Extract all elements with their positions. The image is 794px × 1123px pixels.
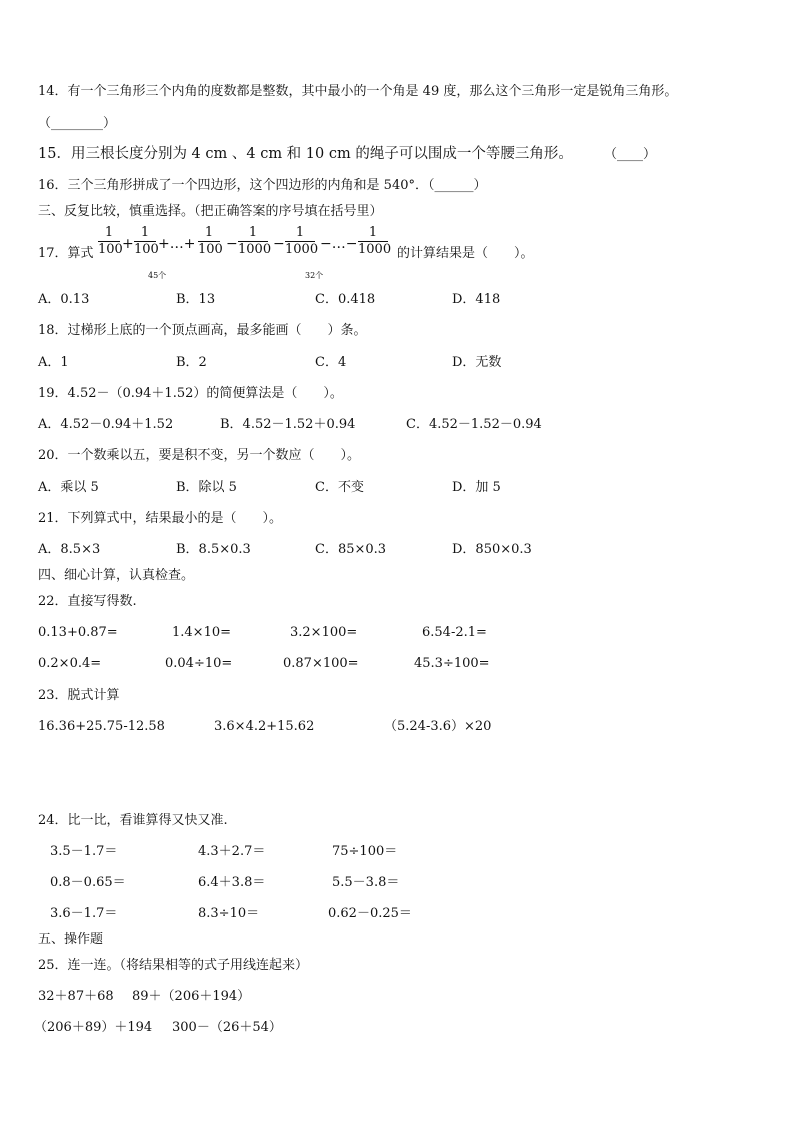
calc-item: 3.2×100= [290,625,358,640]
option-18-b[interactable]: B．2 [176,355,207,370]
fraction-1: 1 100 [98,225,123,257]
section-title-5: 五、操作题 [38,932,104,947]
match-item[interactable]: （206＋89）＋194 [34,1020,153,1035]
calc-item: 16.36+25.75-12.58 [38,719,165,734]
calc-item: 0.87×100= [283,656,359,671]
option-21-b[interactable]: B．8.5×0.3 [176,542,251,557]
option-17-a[interactable]: A．0.13 [38,292,90,307]
calc-item: 1.4×10= [172,625,232,640]
section-title-4: 四、细心计算，认真检查。 [38,568,195,583]
match-item[interactable]: 32＋87＋68 [38,989,114,1004]
calc-item: 6.54-2.1= [422,625,487,640]
calc-item: 4.3＋2.7＝ [198,844,266,859]
count-label-45: 45个 [148,271,167,280]
question-25: 25．连一连。（将结果相等的式子用线连起来） [38,958,309,973]
option-20-c[interactable]: C．不变 [315,480,364,495]
option-18-d[interactable]: D．无数 [452,355,502,370]
fraction-5: 1 1000 [285,225,319,257]
option-20-b[interactable]: B．除以 5 [176,480,237,495]
option-17-c[interactable]: C．0.418 [315,292,376,307]
section-title-3: 三、反复比较，慎重选择。（把正确答案的序号填在括号里） [38,204,383,219]
calc-item: 0.13+0.87= [38,625,118,640]
option-20-a[interactable]: A．乘以 5 [38,480,99,495]
question-22: 22．直接写得数. [38,594,137,609]
calc-item: 3.5－1.7＝ [50,844,118,859]
question-21: 21．下列算式中，结果最小的是（ ）。 [38,511,283,526]
answer-blank-15[interactable]: （____） [604,147,657,162]
option-19-b[interactable]: B．4.52－1.52＋0.94 [220,417,356,432]
option-21-d[interactable]: D．850×0.3 [452,542,532,557]
calc-item: 6.4＋3.8＝ [198,875,266,890]
option-18-c[interactable]: C．4 [315,355,347,370]
calc-item: 0.62－0.25＝ [328,906,412,921]
question-19: 19．4.52－（0.94＋1.52）的简便算法是（ ）。 [38,386,343,401]
calc-item: 3.6×4.2+15.62 [214,719,315,734]
question-20: 20．一个数乘以五，要是积不变，另一个数应（ ）。 [38,448,361,463]
match-item[interactable]: 89＋（206＋194） [132,989,251,1004]
fraction-3: 1 100 [198,225,223,257]
calc-item: 3.6－1.7＝ [50,906,118,921]
option-17-b[interactable]: B．13 [176,292,216,307]
question-17-prefix: 17．算式 [38,246,94,261]
question-24: 24．比一比，看谁算得又快又准. [38,813,228,828]
question-17-suffix: 的计算结果是（ ）。 [397,246,534,261]
calc-item: 45.3÷100= [414,656,490,671]
operator-plus-ellipsis: +…+ [158,236,196,252]
operator-minus: − [226,236,238,252]
calc-item: 8.3÷10＝ [198,906,260,921]
option-17-d[interactable]: D．418 [452,292,501,307]
calc-item: 0.04÷10= [165,656,233,671]
answer-blank-14[interactable]: （________） [38,116,117,131]
option-18-a[interactable]: A．1 [38,355,69,370]
calc-item: （5.24-3.6）×20 [384,719,492,734]
option-20-d[interactable]: D．加 5 [452,480,501,495]
count-label-32: 32个 [305,271,324,280]
question-18: 18．过梯形上底的一个顶点画高，最多能画（ ）条。 [38,323,367,338]
calc-item: 75÷100＝ [332,844,398,859]
question-23: 23．脱式计算 [38,688,120,703]
question-15: 15．用三根长度分别为 4 cm 、4 cm 和 10 cm 的绳子可以围成一个等腰三角形。 [38,146,573,162]
option-19-c[interactable]: C．4.52－1.52－0.94 [406,417,542,432]
match-item[interactable]: 300－（26＋54） [172,1020,282,1035]
calc-item: 0.2×0.4= [38,656,102,671]
fraction-6: 1 1000 [358,225,392,257]
fraction-2: 1 100 [134,225,159,257]
option-21-c[interactable]: C．85×0.3 [315,542,387,557]
question-16: 16．三个三角形拼成了一个四边形，这个四边形的内角和是 540°．（______） [38,178,487,193]
fraction-4: 1 1000 [238,225,272,257]
option-21-a[interactable]: A．8.5×3 [38,542,101,557]
operator-minus: − [273,236,285,252]
operator-plus: + [122,236,134,252]
option-19-a[interactable]: A．4.52－0.94＋1.52 [38,417,174,432]
operator-minus-ellipsis: −…− [320,236,358,252]
calc-item: 0.8－0.65＝ [50,875,126,890]
question-14: 14．有一个三角形三个内角的度数都是整数，其中最小的一个角是 49 度，那么这个三角形一定是锐角三角形。 [38,84,678,99]
calc-item: 5.5－3.8＝ [332,875,400,890]
